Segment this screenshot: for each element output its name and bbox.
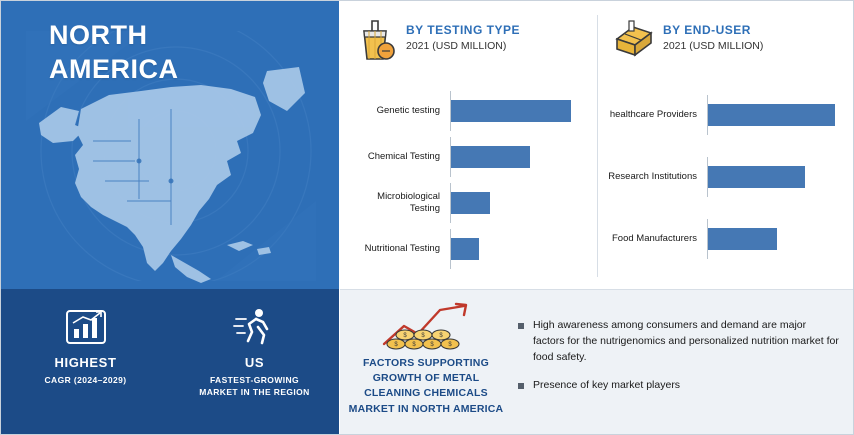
region-kpi-strip [1, 289, 339, 434]
bar-track [450, 183, 589, 223]
bar-label: healthcare Providers [609, 109, 697, 121]
svg-text:$: $ [430, 342, 434, 348]
bullet-square-icon [518, 383, 524, 389]
kpi-highest-cagr [1, 289, 170, 434]
bar-label: Chemical Testing [367, 151, 440, 163]
north-america-map-icon [31, 49, 311, 285]
bar-fill [708, 166, 805, 188]
region-title-line1: NORTH [49, 20, 148, 50]
factors-title: FACTORS SUPPORTING GROWTH OF METAL CLEANING CHEMICALS MARKET IN NORTH AMERICA [348, 357, 504, 415]
kpi-highest-subtitle: CAGR (2024–2029) [44, 375, 127, 385]
bar-row [605, 157, 846, 197]
factors-bullet-list [518, 318, 840, 407]
bar-fill [708, 228, 777, 250]
bars-testing-type [340, 85, 597, 275]
chart-title-end-user: BY END-USER [663, 23, 751, 37]
bars-end-user [597, 85, 854, 275]
bar-fill [451, 192, 490, 214]
bar-label: Microbiological Testing [377, 191, 440, 214]
chart-title-testing-type: BY TESTING TYPE [406, 23, 520, 37]
bar-label: Food Manufacturers [611, 233, 697, 245]
kpi-fastest-subtitle: FASTEST-GROWING MARKET IN THE REGION [199, 375, 310, 398]
lab-sample-icon [613, 15, 655, 63]
list-item [518, 318, 840, 365]
charts-area [340, 1, 854, 289]
bar-fill [708, 104, 835, 126]
kpi-fastest-growing [170, 289, 339, 434]
bar-track [707, 95, 846, 135]
list-item [518, 378, 840, 394]
region-title-line2: AMERICA [49, 53, 179, 84]
bar-label: Nutritional Testing [364, 243, 440, 255]
factors-heading-block [346, 300, 506, 417]
svg-text:$: $ [439, 333, 443, 339]
region-map-area [1, 1, 339, 289]
chart-subtitle-end-user: 2021 (USD MILLION) [663, 40, 764, 52]
bar-fill [451, 146, 530, 168]
chart-by-testing-type [340, 1, 597, 289]
chart-header-end-user [613, 15, 763, 63]
running-person-icon [232, 305, 278, 347]
bar-chart-growth-icon [63, 305, 109, 347]
factors-area [340, 289, 854, 435]
bar-fill [451, 100, 571, 122]
bullet-text: High awareness among consumers and demand are major factors for the nutrigenomics and personalized nutrition market for food safety. [533, 319, 839, 363]
bar-label: Research Institutions [608, 171, 697, 183]
food-testing-icon [356, 15, 398, 63]
chart-by-end-user [597, 1, 854, 289]
bar-fill [451, 238, 479, 260]
svg-text:$: $ [403, 333, 407, 339]
bar-row [605, 219, 846, 259]
region-panel [1, 1, 339, 434]
bar-label: Genetic testing [376, 105, 440, 117]
bar-track [450, 137, 589, 177]
svg-text:$: $ [421, 333, 425, 339]
bar-row [605, 95, 846, 135]
bar-row [348, 183, 589, 223]
money-growth-icon [378, 300, 474, 352]
bar-row [348, 137, 589, 177]
bar-track [707, 219, 846, 259]
bar-track [707, 157, 846, 197]
kpi-fastest-title: US [244, 355, 265, 370]
svg-text:$: $ [448, 342, 452, 348]
bullet-text: Presence of key market players [533, 379, 681, 392]
bar-row [348, 229, 589, 269]
chart-subtitle-testing-type: 2021 (USD MILLION) [406, 40, 507, 52]
svg-text:$: $ [394, 342, 398, 348]
svg-text:$: $ [412, 342, 416, 348]
bar-row [348, 91, 589, 131]
bar-track [450, 91, 589, 131]
chart-header-testing-type [356, 15, 520, 63]
bullet-square-icon [518, 323, 524, 329]
bar-track [450, 229, 589, 269]
kpi-highest-title: HIGHEST [54, 355, 117, 370]
